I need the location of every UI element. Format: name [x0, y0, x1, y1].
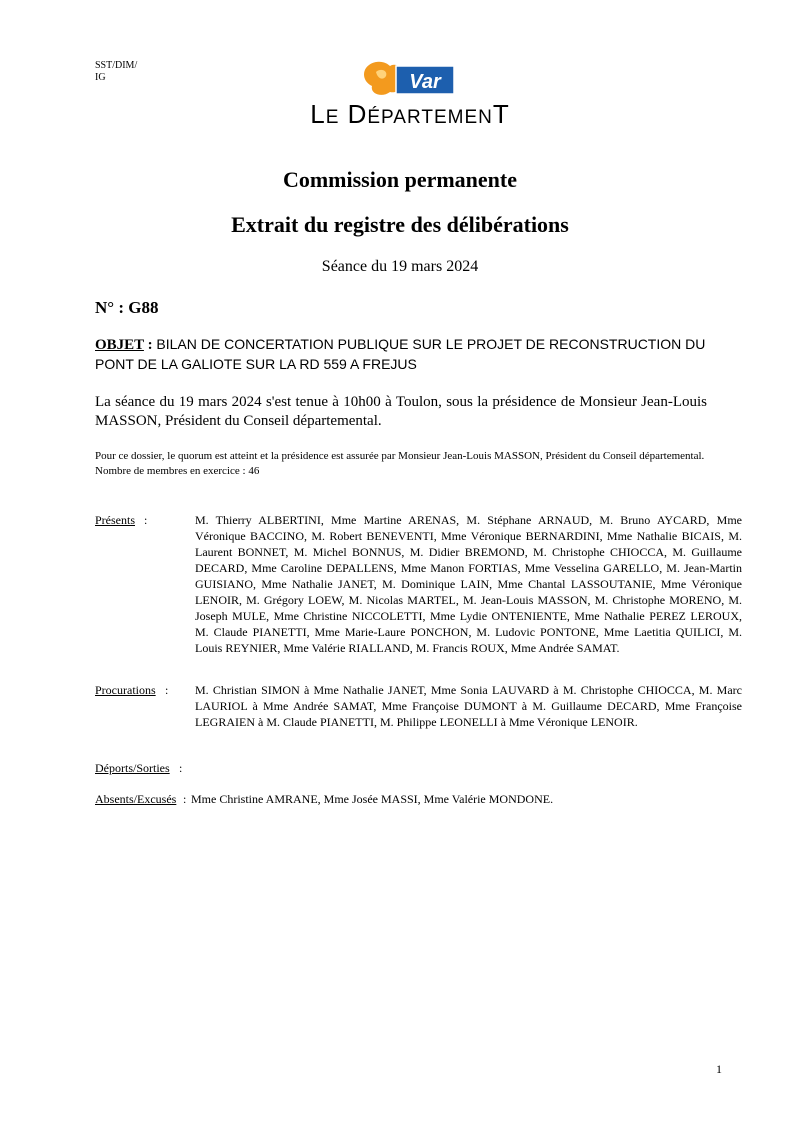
absents-label-suffix: : [183, 792, 187, 806]
departs-label: Déports/Sorties [95, 761, 170, 775]
deliberation-number: N° : G88 [95, 298, 159, 317]
procurations-list: M. Christian SIMON à Mme Nathalie JANET, Mme Sonia LAUVARD à M. Christophe CHIOCCA, M. Marc LAURIOL à Mme Andrée SAMAT, Mme Françoise DUMONT à M. Guillaume DECARD, Mme Françoise LEGRAIEN à M. Claude PIANETTI, M. Philippe LEONELLI à Mme Véronique LENOIR. [195, 683, 742, 729]
objet-section [95, 335, 715, 375]
registre-title: Extrait du registre des délibérations [231, 212, 569, 237]
presents-list: M. Thierry ALBERTINI, Mme Martine ARENAS, M. Stéphane ARNAUD, M. Bruno AYCARD, Mme Véronique BACCINO, M. Robert BENEVENTI, Mme Véronique BERNARDINI, Mme Nathalie BICAIS, M. Laurent BONNET, M. Michel BONNUS, M. Didier BREMOND, M. Christophe CHIOCCA, M. Guillaume DECARD, Mme Caroline DEPALLENS, Mme Manon FORTIAS, Mme Vesselina GARELLO, M. Jean-Martin GUISIANO, Mme Nathalie JANET, M. Dominique LAIN, Mme Chantal LASSOUTANIE, Mme Véronique LENOIR, M. Grégory LOEW, M. Nicolas MARTEL, M. Jean-Louis MASSON, M. Christophe MORENO, M. Joseph MULE, Mme Christine NICCOLETTI, Mme Lydie ONTENIENTE, Mme Nathalie PEREZ LEROUX, M. Claude PIANETTI, Mme Marie-Laure PONCHON, M. Ludovic PONTONE, Mme Laetitia QUILICI, M. Louis REYNIER, Mme Valérie RIALLAND, M. Francis ROUX, Mme Andrée SAMAT. [195, 513, 742, 655]
quorum-statement: Pour ce dossier, le quorum est atteint et la présidence est assurée par Monsieur Jean-Louis MASSON, Président du Conseil départemental. Nombre de membres en exercice : 46 [95, 450, 705, 477]
procurations-label-suffix: : [165, 683, 169, 697]
svg-text:Var: Var [409, 71, 441, 93]
reference-line-1: SST/DIM/ [95, 60, 138, 71]
presents-label: Présents [95, 513, 135, 527]
commission-title: Commission permanente [282, 167, 518, 192]
var-logo-icon [362, 58, 456, 100]
absents-label: Absents/Excusés [95, 792, 177, 806]
procurations-label: Procurations [95, 683, 156, 697]
presents-label-suffix: : [144, 513, 148, 527]
absents-list: Mme Christine AMRANE, Mme Josée MASSI, Mme Valérie MONDONE. [191, 792, 554, 806]
seance-intro: La séance du 19 mars 2024 s'est tenue à 10h00 à Toulon, sous la présidence de Monsieur Jean-Louis MASSON, Président du Conseil départemental. [95, 394, 707, 429]
objet-label: OBJET [95, 337, 144, 353]
department-wordmark: LE DÉPARTEMENT [310, 99, 510, 129]
objet-text: BILAN DE CONCERTATION PUBLIQUE SUR LE PROJET DE RECONSTRUCTION DU PONT DE LA GALIOTE SUR LA RD 559 A FREJUS [95, 336, 706, 372]
page-number: 1 [716, 1062, 722, 1076]
var-department-logo [305, 58, 515, 130]
seance-date: Séance du 19 mars 2024 [321, 258, 479, 275]
departs-label-suffix: : [179, 761, 183, 775]
objet-separator: : [143, 337, 153, 353]
reference-line-2: IG [95, 72, 106, 83]
document-reference [95, 60, 137, 84]
